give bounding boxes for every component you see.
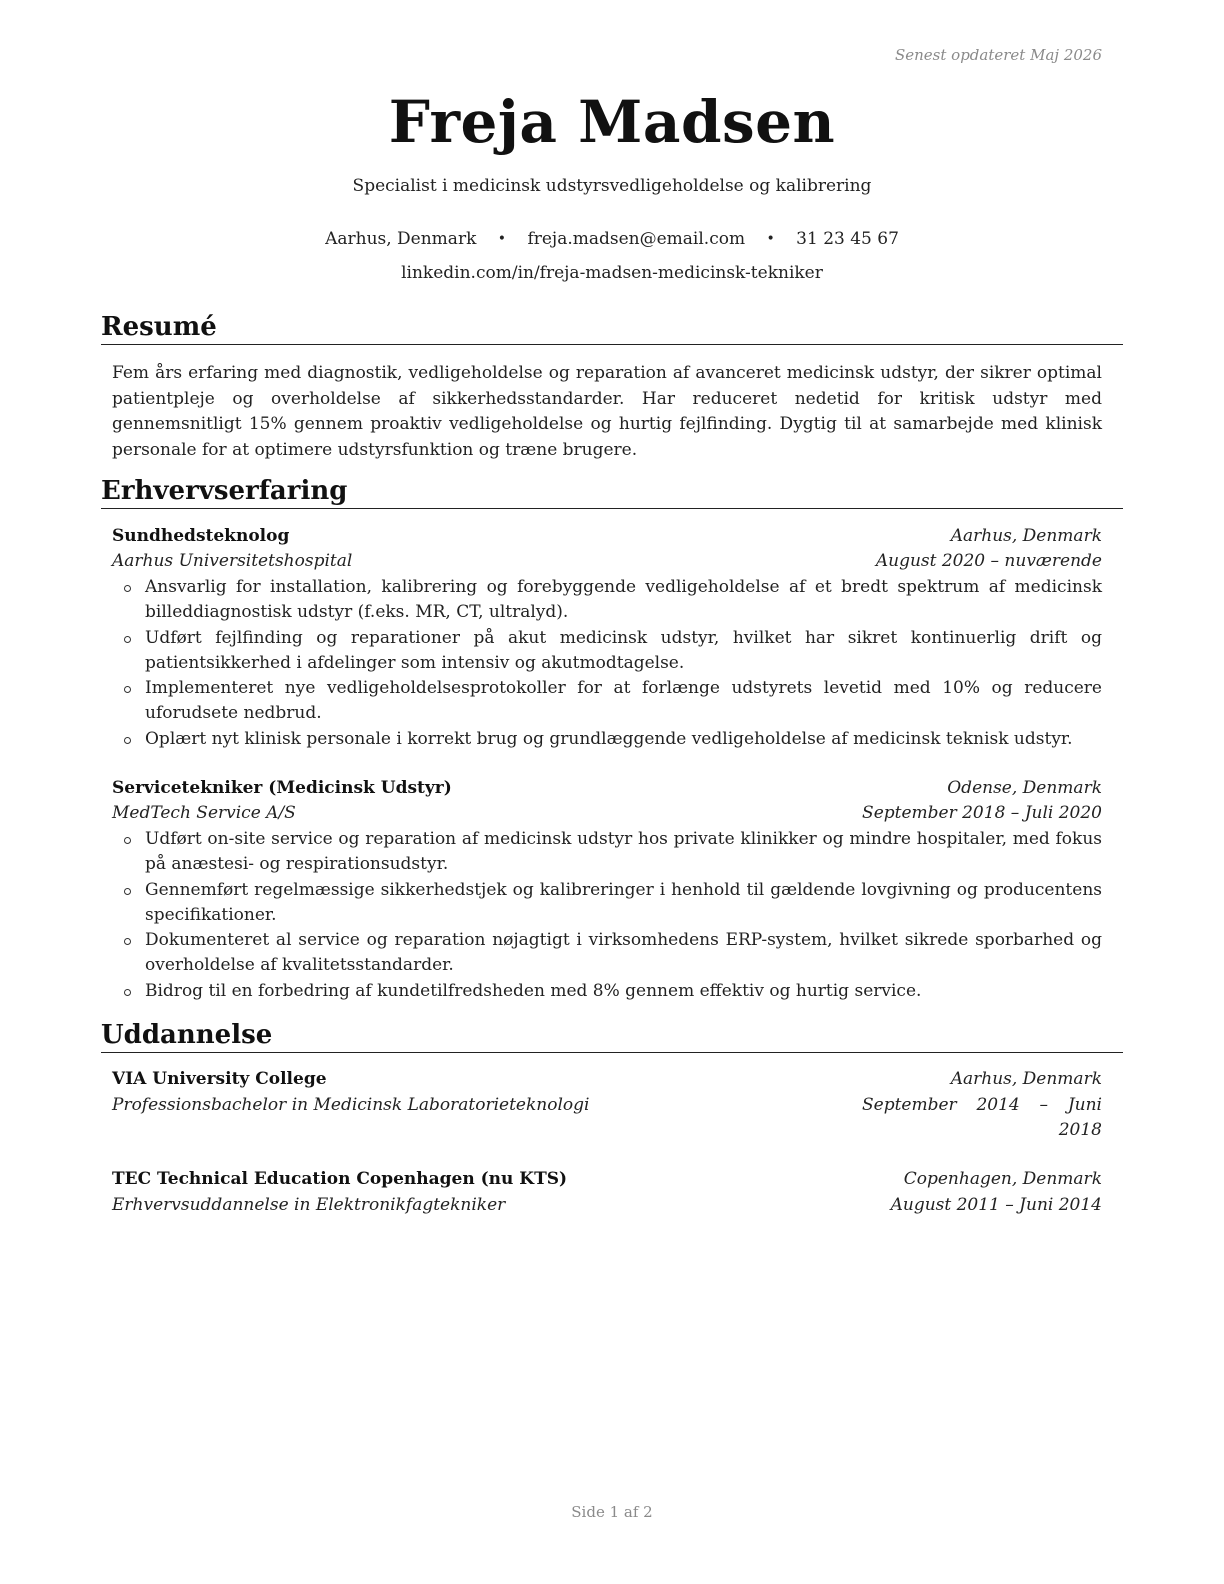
page-number: Side 1 af 2 bbox=[571, 1503, 653, 1521]
job-location: Aarhus, Denmark bbox=[950, 526, 1102, 546]
job-location: Odense, Denmark bbox=[947, 778, 1102, 798]
contact-email[interactable]: freja.madsen@email.com bbox=[527, 229, 746, 249]
linkedin-link[interactable]: linkedin.com/in/freja-madsen-medicinsk-tekniker bbox=[401, 263, 823, 283]
job-role: Servicetekniker (Medicinsk Udstyr) bbox=[112, 778, 452, 798]
contact-phone: 31 23 45 67 bbox=[796, 229, 899, 249]
job-employer: Aarhus Universitetshospital bbox=[112, 551, 353, 571]
contact-separator: • bbox=[766, 231, 775, 247]
list-item: Oplært nyt klinisk personale i korrekt brug og grundlæggende vedligeholdelse af medicinsk teknisk udstyr. bbox=[112, 727, 1102, 752]
job-employer: MedTech Service A/S bbox=[112, 803, 296, 823]
school-location: Aarhus, Denmark bbox=[950, 1069, 1102, 1089]
job-dates: September 2018 – Juli 2020 bbox=[862, 803, 1102, 823]
list-item: Implementeret nye vedligeholdelsesprotokoller for at forlænge udstyrets levetid med 10% og reducere uforudsete nedbrud. bbox=[112, 676, 1102, 727]
job-subheader bbox=[112, 801, 1102, 826]
contact-line bbox=[0, 229, 1224, 249]
education-subheader bbox=[112, 1193, 1102, 1218]
section-title-education: Uddannelse bbox=[101, 1020, 1123, 1053]
list-item: Bidrog til en forbedring af kundetilfredsheden med 8% gennem effektiv og hurtig service. bbox=[112, 979, 1102, 1004]
list-item: Ansvarlig for installation, kalibrering og forebyggende vedligeholdelse af et bredt spektrum af medicinsk billeddiagnostisk udstyr (f.eks. MR, CT, ultralyd). bbox=[112, 575, 1102, 626]
degree: Erhvervsuddannelse in Elektronikfagtekniker bbox=[112, 1195, 506, 1215]
candidate-name: Freja Madsen bbox=[388, 88, 836, 156]
job-header bbox=[112, 524, 1102, 549]
list-item: Udført fejlfinding og reparationer på akut medicinsk udstyr, hvilket har sikret kontinuerlig drift og patientsikkerhed i afdelinger som intensiv og akutmodtagelse. bbox=[112, 626, 1102, 677]
section-title-experience: Erhvervserfaring bbox=[101, 476, 1123, 509]
education-header bbox=[112, 1067, 1102, 1092]
summary-text: Fem års erfaring med diagnostik, vedligeholdelse og reparation af avanceret medicinsk udstyr, der sikrer optimal patientpleje og overholdelse af sikkerhedsstandarder. Har reduceret nedetid for kritisk udstyr med gennemsnitligt 15% gennem proaktiv vedligeholdelse og hurtig fejlfinding. Dygtig til at samarbejde med klinisk personale for at optimere udstyrsfunktion og træne brugere. bbox=[112, 363, 1102, 460]
degree: Professionsbachelor in Medicinsk Laboratorieteknologi bbox=[112, 1095, 590, 1115]
headline: Specialist i medicinsk udstyrsvedligeholdelse og kalibrering bbox=[352, 176, 872, 196]
education-dates: August 2011 – Juni 2014 bbox=[890, 1195, 1102, 1215]
list-item: Udført on-site service og reparation af medicinsk udstyr hos private klinikker og mindre hospitaler, med fokus på anæstesi- og respirationsudstyr. bbox=[112, 827, 1102, 878]
job-bullets bbox=[112, 827, 1102, 1004]
education-header bbox=[112, 1167, 1102, 1192]
last-updated: Senest opdateret Maj 2026 bbox=[894, 46, 1102, 64]
job-dates: August 2020 – nuværende bbox=[875, 551, 1102, 571]
school-location: Copenhagen, Denmark bbox=[903, 1169, 1102, 1189]
job-header bbox=[112, 776, 1102, 801]
contact-location: Aarhus, Denmark bbox=[325, 229, 477, 249]
job-subheader bbox=[112, 549, 1102, 574]
job-role: Sundhedsteknolog bbox=[112, 526, 290, 546]
education-dates: September 2014 – Juni 2018 bbox=[862, 1095, 1102, 1140]
school-name: VIA University College bbox=[112, 1069, 327, 1089]
school-name: TEC Technical Education Copenhagen (nu KTS) bbox=[112, 1169, 568, 1189]
job-bullets bbox=[112, 575, 1102, 752]
list-item: Gennemført regelmæssige sikkerhedstjek og kalibreringer i henhold til gældende lovgivning og producentens specifikationer. bbox=[112, 878, 1102, 929]
list-item: Dokumenteret al service og reparation nøjagtigt i virksomhedens ERP-system, hvilket sikrede sporbarhed og overholdelse af kvalitetsstandarder. bbox=[112, 928, 1102, 979]
section-title-summary: Resumé bbox=[101, 312, 1123, 345]
contact-separator: • bbox=[497, 231, 507, 247]
